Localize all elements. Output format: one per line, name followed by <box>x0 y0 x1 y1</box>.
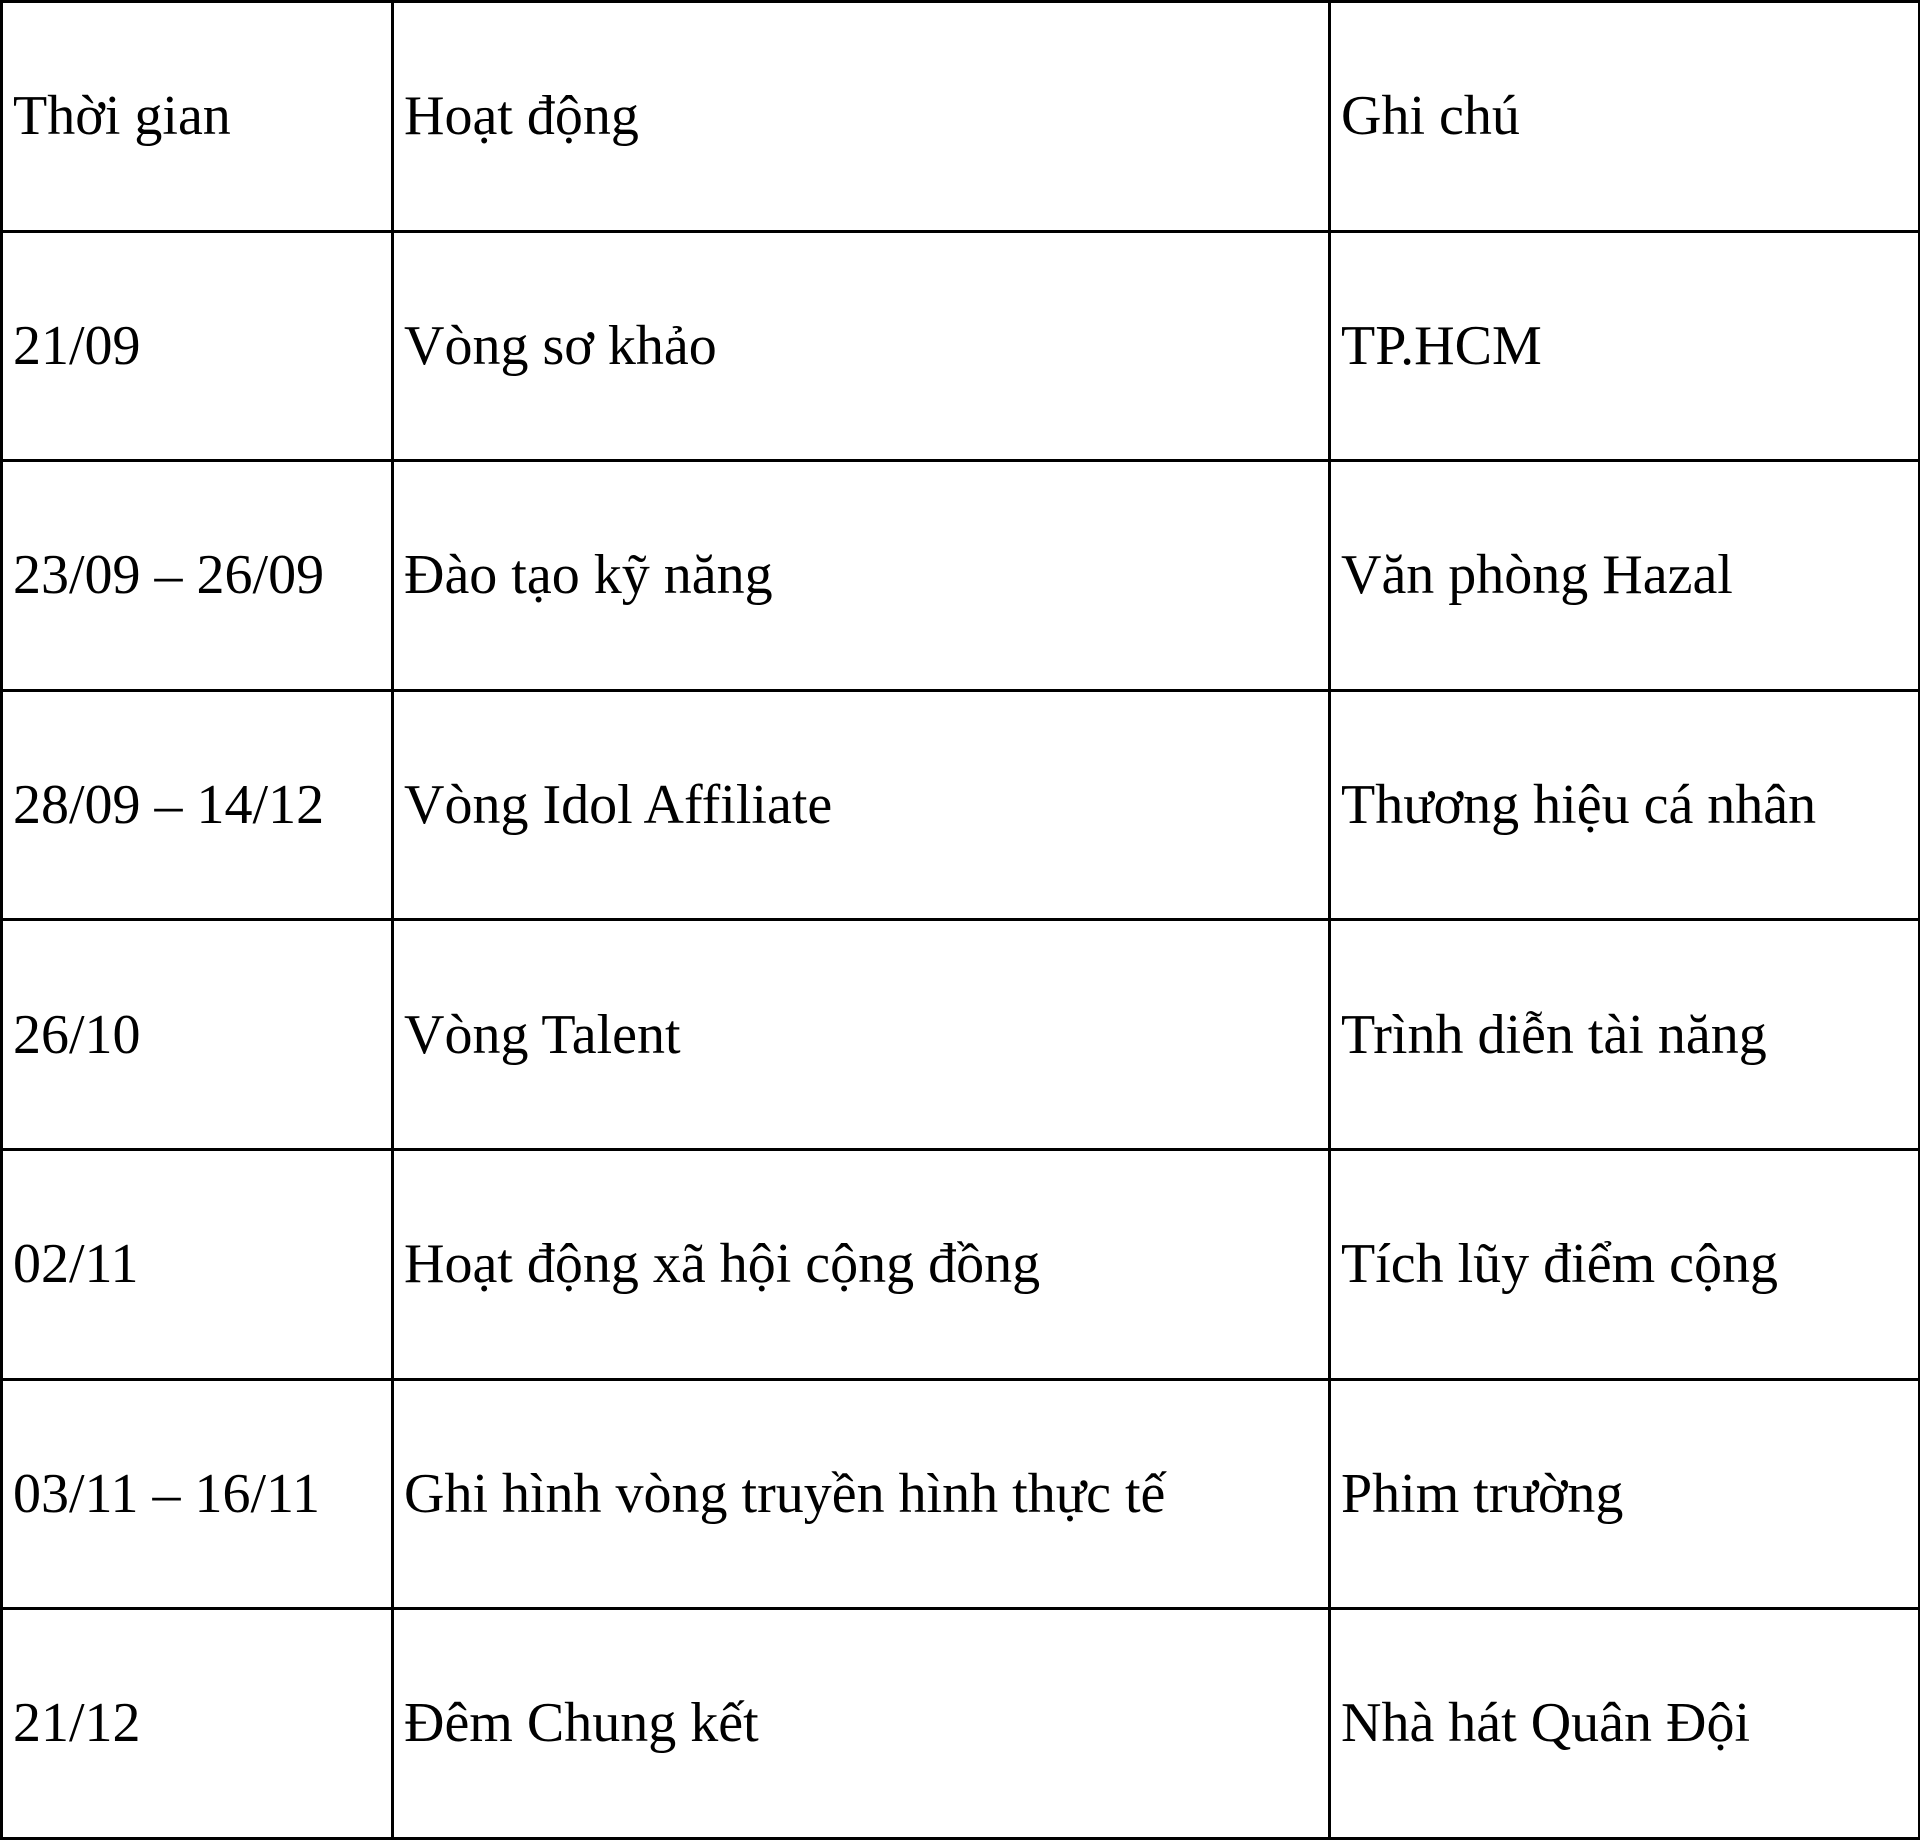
cell-note: Nhà hát Quân Đội <box>1330 1609 1920 1839</box>
table-row <box>2 1149 1920 1379</box>
cell-time: 03/11 – 16/11 <box>2 1379 393 1609</box>
cell-note: Tích lũy điểm cộng <box>1330 1149 1920 1379</box>
table-row <box>2 231 1920 461</box>
cell-time: 28/09 – 14/12 <box>2 690 393 920</box>
cell-activity: Đêm Chung kết <box>393 1609 1330 1839</box>
cell-activity: Vòng Idol Affiliate <box>393 690 1330 920</box>
cell-activity: Vòng sơ khảo <box>393 231 1330 461</box>
cell-time: 23/09 – 26/09 <box>2 461 393 691</box>
header-note: Ghi chú <box>1330 2 1920 232</box>
cell-note: TP.HCM <box>1330 231 1920 461</box>
table-row <box>2 461 1920 691</box>
table-row <box>2 690 1920 920</box>
cell-activity: Đào tạo kỹ năng <box>393 461 1330 691</box>
cell-activity: Vòng Talent <box>393 920 1330 1150</box>
cell-note: Trình diễn tài năng <box>1330 920 1920 1150</box>
cell-note: Văn phòng Hazal <box>1330 461 1920 691</box>
cell-time: 02/11 <box>2 1149 393 1379</box>
table-header-row <box>2 2 1920 232</box>
table-row <box>2 920 1920 1150</box>
cell-activity: Ghi hình vòng truyền hình thực tế <box>393 1379 1330 1609</box>
cell-time: 26/10 <box>2 920 393 1150</box>
cell-note: Thương hiệu cá nhân <box>1330 690 1920 920</box>
cell-note: Phim trường <box>1330 1379 1920 1609</box>
header-time: Thời gian <box>2 2 393 232</box>
cell-time: 21/09 <box>2 231 393 461</box>
table-row <box>2 1609 1920 1839</box>
cell-time: 21/12 <box>2 1609 393 1839</box>
cell-activity: Hoạt động xã hội cộng đồng <box>393 1149 1330 1379</box>
header-activity: Hoạt động <box>393 2 1330 232</box>
table-row <box>2 1379 1920 1609</box>
